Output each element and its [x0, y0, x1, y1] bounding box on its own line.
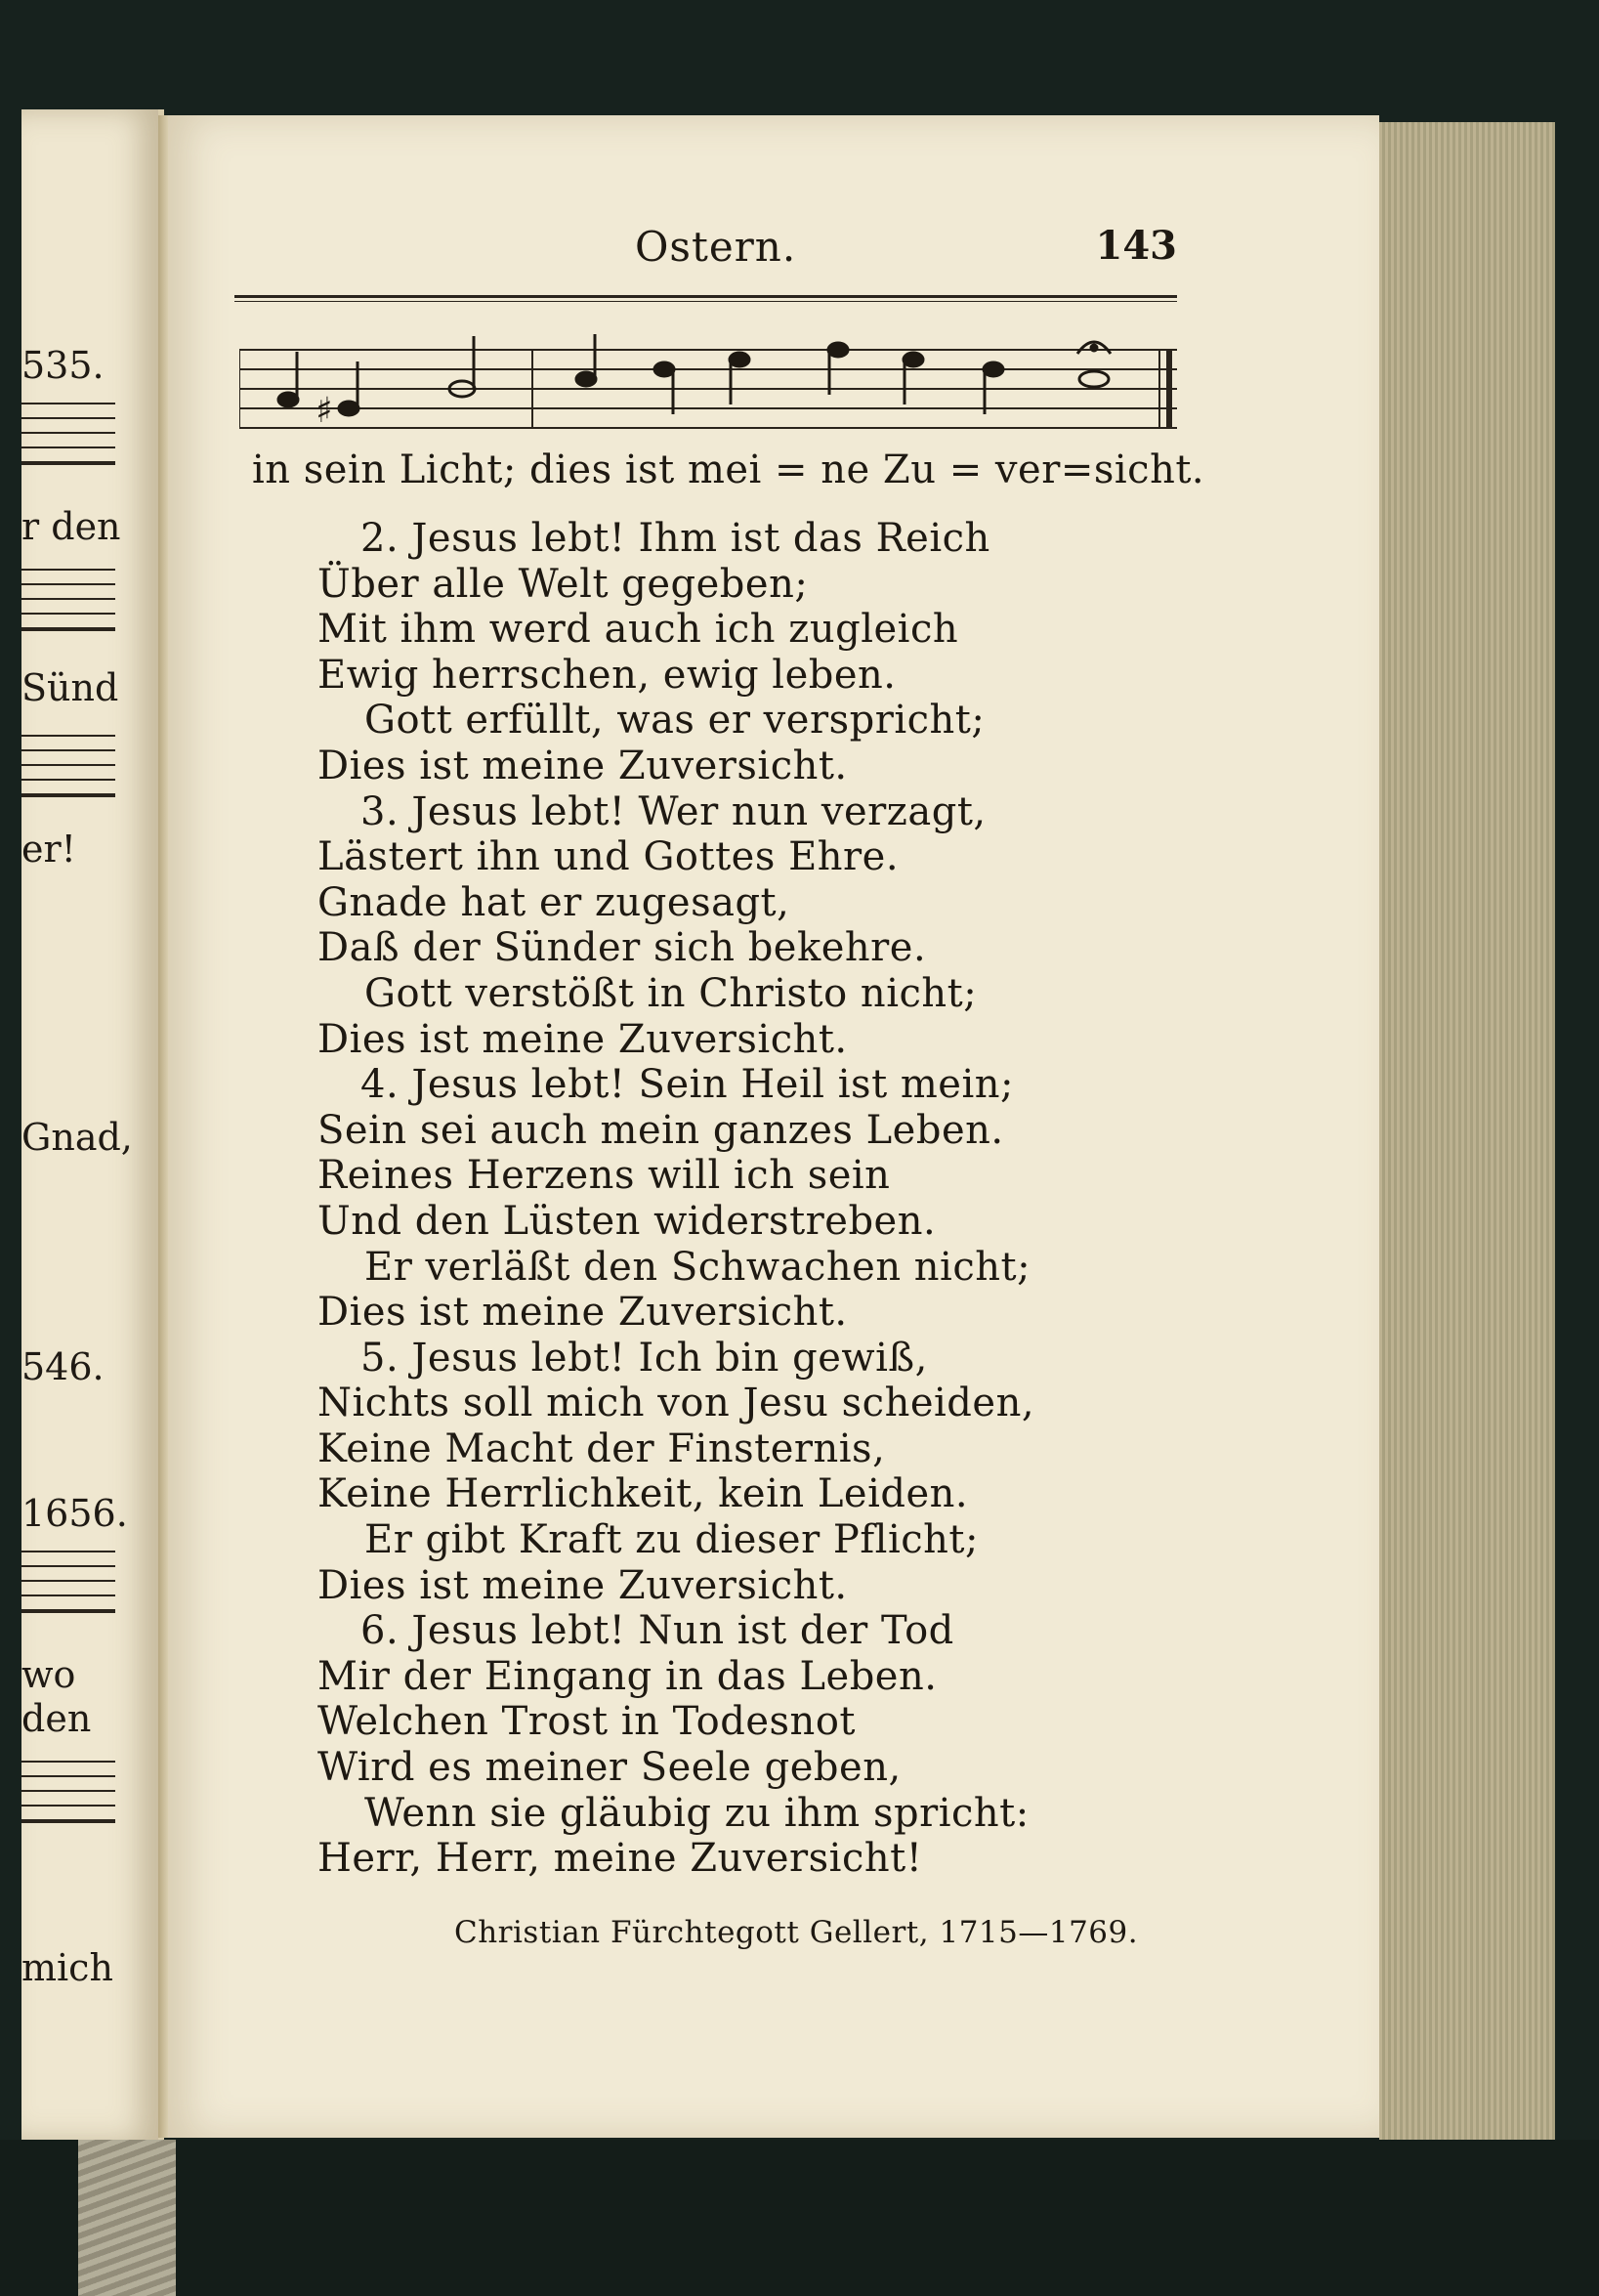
verse-line: Dies ist meine Zuversicht.: [317, 1290, 848, 1336]
verse-line: Wenn sie gläubig zu ihm spricht:: [364, 1790, 1030, 1836]
verse-line: Gott verstößt in Christo nicht;: [364, 970, 978, 1016]
left-staff-fragment: [21, 403, 115, 465]
verse-line: Keine Macht der Finsternis,: [317, 1425, 886, 1471]
verse-line: Reines Herzens will ich sein: [317, 1153, 891, 1199]
verse-line: 5. Jesus lebt! Ich bin gewiß,: [360, 1335, 928, 1381]
verse-3: [317, 789, 1157, 1063]
verse-line: Mit ihm werd auch ich zugleich: [317, 607, 959, 653]
page-number: 143: [1095, 223, 1177, 269]
verse-line: Er gibt Kraft zu dieser Pflicht;: [364, 1517, 979, 1563]
left-staff-fragment: [21, 1551, 115, 1613]
left-fragment: mich: [21, 1946, 113, 1989]
verse-6: [317, 1608, 1157, 1882]
verse-line: Er verläßt den Schwachen nicht;: [364, 1244, 1031, 1290]
header-rule: [234, 295, 1177, 298]
verse-line: 6. Jesus lebt! Nun ist der Tod: [360, 1608, 954, 1654]
verse-line: Und den Lüsten widerstreben.: [317, 1198, 937, 1244]
section-title: Ostern.: [635, 223, 797, 271]
music-staff: [239, 332, 1177, 436]
verse-line: Daß der Sünder sich bekehre.: [317, 925, 927, 971]
left-staff-fragment: [21, 1761, 115, 1823]
verse-line: Welchen Trost in Todesnot: [317, 1699, 856, 1745]
left-fragment: 535.: [21, 344, 105, 387]
left-staff-fragment: [21, 569, 115, 631]
verse-line: Dies ist meine Zuversicht.: [317, 743, 848, 788]
verse-line: 3. Jesus lebt! Wer nun verzagt,: [360, 788, 987, 834]
page-edges: [1379, 122, 1555, 2154]
verse-line: Lästert ihn und Gottes Ehre.: [317, 834, 900, 880]
verse-5: [317, 1336, 1157, 1609]
left-fragment: r den: [21, 505, 121, 548]
verse-line: Herr, Herr, meine Zuversicht!: [317, 1836, 923, 1882]
verse-line: Wird es meiner Seele geben,: [317, 1745, 902, 1791]
verse-line: Dies ist meine Zuversicht.: [317, 1016, 848, 1062]
verse-line: Dies ist meine Zuversicht.: [317, 1562, 848, 1608]
verse-line: Gnade hat er zugesagt,: [317, 879, 790, 925]
bookmark-ribbon: [78, 2140, 176, 2296]
left-fragment: Gnad,: [21, 1116, 133, 1159]
left-fragment: Sünd: [21, 666, 119, 709]
verses-block: [317, 516, 1157, 1882]
verse-line: 4. Jesus lebt! Sein Heil ist mein;: [360, 1062, 1014, 1108]
verse-line: Sein sei auch mein ganzes Leben.: [317, 1107, 1004, 1153]
header-rule-thin: [234, 301, 1177, 302]
verse-2: [317, 516, 1157, 789]
left-fragment: er!: [21, 828, 76, 871]
verse-line: Nichts soll mich von Jesu scheiden,: [317, 1381, 1035, 1426]
author-credit: Christian Fürchtegott Gellert, 1715—1769.: [454, 1915, 1139, 1950]
melody-lyric: in sein Licht; dies ist mei = ne Zu = ver=sicht.: [252, 447, 1205, 492]
left-staff-fragment: [21, 735, 115, 797]
verse-line: Gott erfüllt, was er verspricht;: [364, 698, 986, 744]
note: [278, 393, 298, 406]
book-cover: [0, 2140, 1599, 2296]
left-fragment: 546.: [21, 1345, 105, 1388]
left-page-edge: [21, 109, 164, 2142]
verse-line: Ewig herrschen, ewig leben.: [317, 652, 897, 698]
verse-line: Mir der Eingang in das Leben.: [317, 1653, 938, 1699]
verse-line: 2. Jesus lebt! Ihm ist das Reich: [360, 516, 990, 561]
verse-line: Über alle Welt gegeben;: [317, 561, 809, 607]
page-header: [234, 223, 1177, 281]
verse-4: [317, 1062, 1157, 1336]
left-fragment: 1656.: [21, 1492, 128, 1535]
sharp-sign: ♯: [316, 391, 333, 431]
left-fragment: den: [21, 1697, 92, 1740]
verse-line: Keine Herrlichkeit, kein Leiden.: [317, 1471, 969, 1517]
left-fragment: wo: [21, 1653, 76, 1696]
